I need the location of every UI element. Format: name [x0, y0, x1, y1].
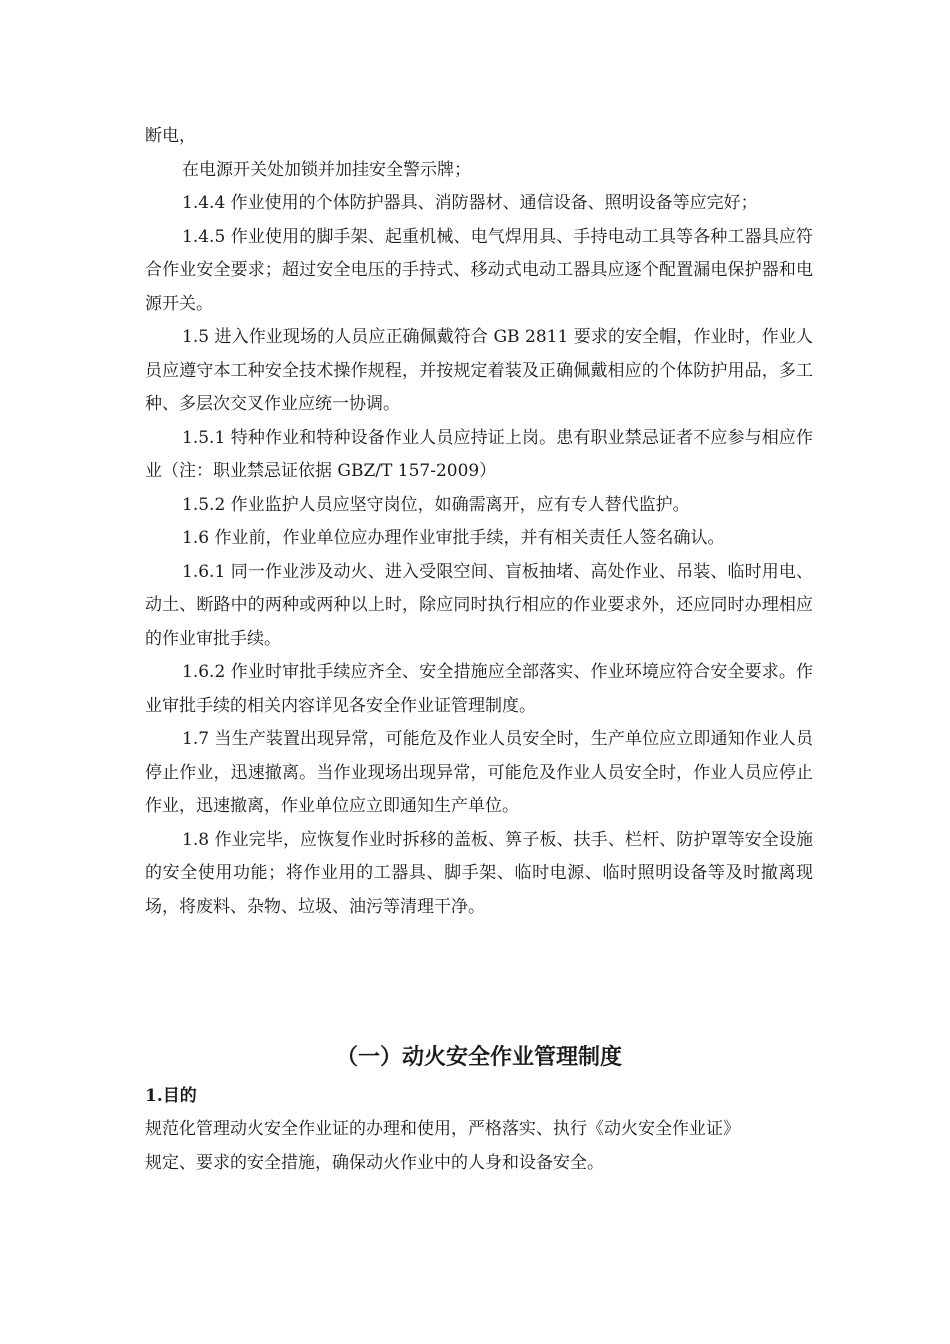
paragraph-1-4-5: 1.4.5 作业使用的脚手架、起重机械、电气焊用具、手持电动工具等各种工器具应符合作业安全要求；超过安全电压的手持式、移动式电动工器具应逐个配置漏电保护器和电源开关。 — [145, 226, 813, 314]
paragraph-1-4-4: 1.4.4 作业使用的个体防护器具、消防器材、通信设备、照明设备等应完好； — [182, 193, 758, 213]
purpose-line-2: 规定、要求的安全措施，确保动火作业中的人身和设备安全。 — [145, 1152, 604, 1173]
paragraph-1-6-2: 1.6.2 作业时审批手续应齐全、安全措施应全部落实、作业环境应符合安全要求。作业审批手续的相关内容详见各安全作业证管理制度。 — [145, 662, 813, 716]
paragraph-1-8: 1.8 作业完毕，应恢复作业时拆移的盖板、箅子板、扶手、栏杆、防护罩等安全设施的安全使用功能；将作业用的工器具、脚手架、临时电源、临时照明设备等及时撤离现场，将废料、杂物、垃圾、油污等清理干净。 — [145, 829, 813, 917]
purpose-line-1: 规范化管理动火安全作业证的办理和使用，严格落实、执行《动火安全作业证》 — [145, 1119, 740, 1139]
paragraph-0: 断电， — [145, 126, 196, 146]
section-title: （一）动火安全作业管理制度 — [335, 1044, 622, 1070]
paragraph-1: 在电源开关处加锁并加挂安全警示牌； — [182, 159, 471, 180]
fire-section — [145, 1080, 813, 1180]
paragraph-1-5-1: 1.5.1 特种作业和特种设备作业人员应持证上岗。患有职业禁忌证者不应参与相应作业（注：职业禁忌证依据 GBZ/T 157-2009） — [145, 427, 813, 481]
purpose-heading: 1.目的 — [145, 1086, 197, 1106]
top-section — [145, 120, 813, 924]
paragraph-1-5: 1.5 进入作业现场的人员应正确佩戴符合 GB 2811 要求的安全帽，作业时，作业人员应遵守本工种安全技术操作规程，并按规定着装及正确佩戴相应的个体防护用品，多工种、多层次交叉作业应统一协调。 — [145, 327, 813, 414]
paragraph-1-7: 1.7 当生产装置出现异常，可能危及作业人员安全时，生产单位应立即通知作业人员停止作业，迅速撤离。当作业现场出现异常，可能危及作业人员安全时，作业人员应停止作业，迅速撤离，作业单位应立即通知生产单位。 — [145, 729, 813, 816]
paragraph-1-6: 1.6 作业前，作业单位应办理作业审批手续，并有相关责任人签名确认。 — [182, 528, 725, 548]
paragraph-1-6-1: 1.6.1 同一作业涉及动火、进入受限空间、盲板抽堵、高处作业、吊装、临时用电、动土、断路中的两种或两种以上时，除应同时执行相应的作业要求外，还应同时办理相应的作业审批手续。 — [145, 561, 813, 649]
paragraph-1-5-2: 1.5.2 作业监护人员应坚守岗位，如确需离开，应有专人替代监护。 — [182, 494, 690, 515]
